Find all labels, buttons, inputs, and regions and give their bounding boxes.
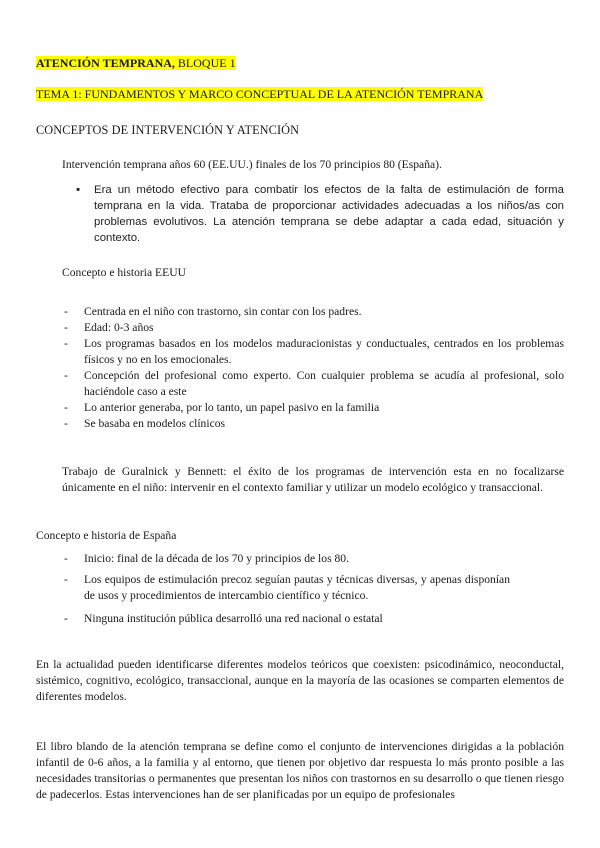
- dash-icon: -: [64, 305, 68, 318]
- intro-bullet-list: [76, 182, 564, 246]
- bullet-icon: ▪: [76, 184, 81, 196]
- intro-paragraph: Intervención temprana años 60 (EE.UU.) finales de los 70 principios 80 (España).: [62, 158, 442, 171]
- topic-title: [36, 86, 564, 102]
- models-paragraph: En la actualidad pueden identificarse diferentes modelos teóricos que coexisten: psicodinámico, neoconductal, sistémico, cognitivo, ecológico, transaccional, aunque en la mayoría de las ocasiones se comparten elementos de diferentes modelos.: [36, 658, 564, 703]
- title-rest: BLOQUE 1: [174, 56, 236, 70]
- dash-icon: -: [64, 552, 68, 565]
- list-item: - Se basaba en modelos clínicos: [64, 417, 226, 430]
- list-item: - Los equipos de estimulación precoz seguían pautas y técnicas diversas, y apenas disponían de usos y procedimientos de intercambio científico y técnico.: [64, 573, 510, 602]
- list-item: - Ninguna institución pública desarrolló una red nacional o estatal: [64, 612, 383, 625]
- list-item: - Centrada en el niño con trastorno, sin contar con los padres.: [64, 305, 362, 318]
- spain-list: [64, 551, 564, 627]
- spain-heading: Concepto e historia de España: [36, 529, 177, 542]
- guralnick-paragraph: Trabajo de Guralnick y Bennett: el éxito de los programas de intervención esta en no focalizarse únicamente en el niño: intervenir en el contexto familiar y utilizar un modelo ecológico y transaccional.: [62, 465, 564, 494]
- list-item: - Concepción del profesional como experto. Con cualquier problema se acudía al profesional, solo haciéndole caso a este: [64, 369, 564, 398]
- title-bold: ATENCIÓN TEMPRANA,: [36, 56, 175, 70]
- list-item: - Los programas basados en los modelos maduracionistas y conductuales, centrados en los problemas físicos y no en los emocionales.: [64, 337, 564, 366]
- list-item: - Inicio: final de la década de los 70 y principios de los 80.: [64, 552, 349, 565]
- list-item: - Edad: 0-3 años: [64, 321, 154, 334]
- eeuu-list: [64, 304, 564, 432]
- dash-icon: -: [64, 337, 68, 350]
- dash-icon: -: [64, 417, 68, 430]
- dash-icon: -: [64, 401, 68, 414]
- list-item: ▪ Era un método efectivo para combatir los efectos de la falta de estimulación de forma temprana en la vida. Trataba de proporcionar actividades adecuadas a los niños/as con problemas evolutivos. La atención temprana se debe adaptar a cada edad, situación y contexto.: [76, 184, 564, 244]
- topic-text: TEMA 1: FUNDAMENTOS Y MARCO CONCEPTUAL DE LA ATENCIÓN TEMPRANA: [36, 87, 484, 101]
- dash-icon: -: [64, 369, 68, 382]
- eeuu-heading: Concepto e historia EEUU: [62, 266, 186, 279]
- document-title: [36, 55, 564, 71]
- dash-icon: -: [64, 321, 68, 334]
- section-heading: CONCEPTOS DE INTERVENCIÓN Y ATENCIÓN: [36, 123, 300, 137]
- libro-paragraph: El libro blando de la atención temprana se define como el conjunto de intervenciones dirigidas a la población infantil de 0-6 años, a la familia y al entorno, que tienen por objetivo dar respuesta lo más pronto posible a las necesidades transitorias o permanentes que presentan los niños con trastornos en su desarrollo o que tienen riesgo de padecerlos. Estas intervenciones han de ser planificadas por un equipo de profesionales: [36, 740, 564, 801]
- dash-icon: -: [64, 573, 68, 586]
- dash-icon: -: [64, 612, 68, 625]
- list-item: - Lo anterior generaba, por lo tanto, un papel pasivo en la familia: [64, 401, 380, 414]
